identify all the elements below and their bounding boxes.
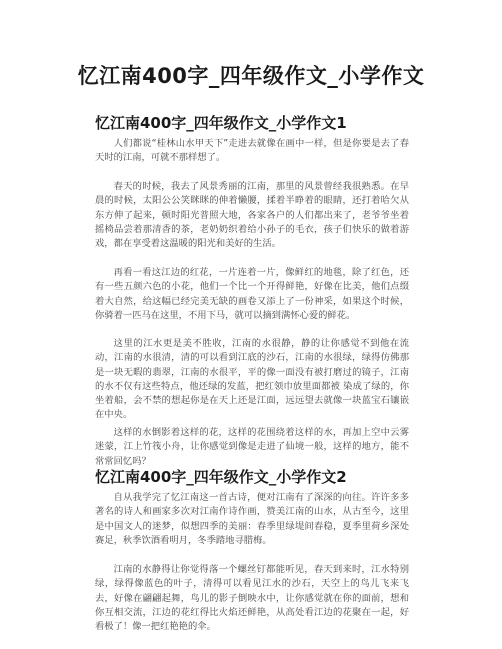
paragraph: 这里的江水更是美不胜收，江南的水很静，静的让你感觉不到他在流动，江南的水很清，清的可以看到江底的沙石，江南的水很绿，绿得仿佛那是一块无暇的翡翠，江南的水很平，平的像一面没有被打磨过的镜子，江南的水不仅有这些特点，他还绿的发蓝，把红领巾放里面都被 染成了绿的，你坐着船，会不禁的想起你是在天上还是江面，远远望去就像一块蓝宝石镶嵌在中央。 [95,338,409,421]
paragraph: 春天的时候，我去了风景秀丽的江南，那里的风景曾经我很熟悉。在早晨的时候，太阳公公笑眯眯的伸着懒腰，揉着半睁着的眼睛，还打着哈欠从东方伸了起来，顿时阳光普照大地，各家各户的人们都出来了，老爷爷坐着摇椅品尝着那清香的茶，老奶奶织着给小孙子的毛衣，孩子们快乐的做着游戏，都在享受着这温暖的阳光和美好的生活。 [95,181,409,250]
paragraph: 自从我学完了忆江南这一首古诗，便对江南有了深深的向往。许许多多著名的诗人和画家多次对江南作诗作画，赞美江南的山水，从古至今，这里是中国文人的迷梦，似想四季的美丽：春季里绿堤间春稳，夏季里荷乡深处赛足，秋季饮酒看明月，冬季踏地寻腊梅。 [95,492,409,546]
paragraph: 这样的水倒影着这样的花，这样的花围绕着这样的水，再加上空中云雾迷蒙，江上竹筏小舟，让你感觉到像是走进了仙境一般，这样的地方，能不常常回忆吗？ [95,427,409,467]
section-heading-2: 忆江南400字_四年级作文_小学作文2 [95,468,347,486]
section-heading-1: 忆江南400字_四年级作文_小学作文1 [95,114,347,132]
page-title: 忆江南400字_四年级作文_小学作文 [77,64,425,88]
paragraph: 再看一看这江边的红花，一片连着一片，像鲜红的地毯，除了红色，还有一些五颜六色的小花，他们一个比一个开得鲜艳，好像在比美，他们点缀着大自然，给这幅已经完美无缺的画卷又添上了一份神采，如果这个时候，你骑着一匹马在这里，不用下马，就可以摘到满怀心爱的鲜花。 [95,267,409,321]
paragraph: 江南的水静得让你觉得落一个螺丝钉都能听见，春天到来时，江水特别绿，绿得像蓝色的叶子，清得可以看见江水的沙石，天空上的鸟儿飞来飞去，好像在翩翩起舞，鸟儿的影子倒映水中，让你感觉就在你的面前，想和你互相交流，江边的花红得比火焰还鲜艳，从高处看江边的花聚在一起，好看极了！像一把红艳艳的伞。 [95,564,409,633]
paragraph: 人们都说“桂林山水甲天下”走进去就像在画中一样，但是你要是去了春天时的江南，可就不那样想了。 [95,138,409,164]
